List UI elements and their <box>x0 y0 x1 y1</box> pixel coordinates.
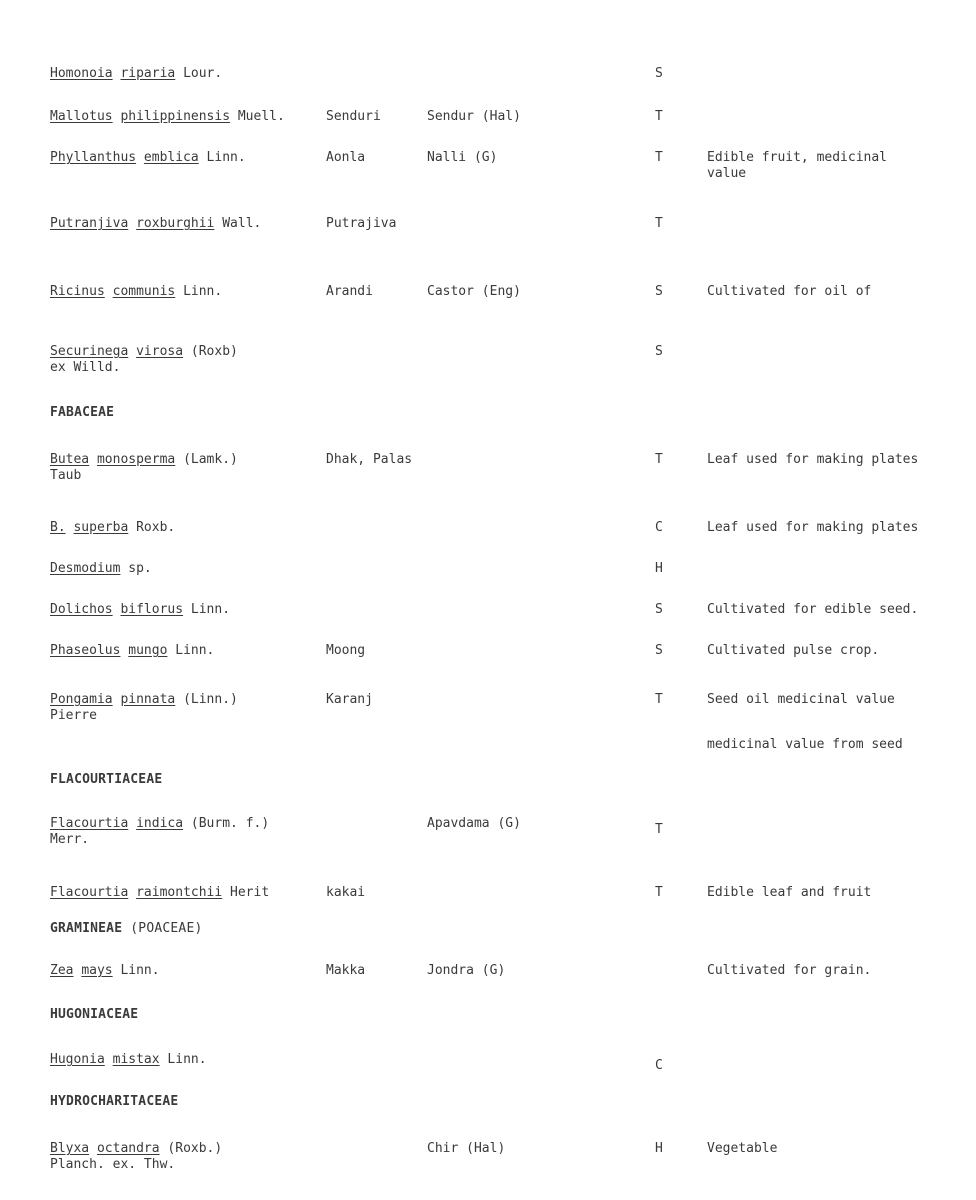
family-heading: HUGONIACEAE <box>50 1007 139 1022</box>
habit: C <box>655 520 663 535</box>
author: Linn. <box>112 963 160 978</box>
botanical-name <box>50 66 320 82</box>
habit: H <box>655 1141 663 1156</box>
habit: T <box>655 216 663 231</box>
local-name: Makka <box>326 963 366 978</box>
habit: S <box>655 602 663 617</box>
botanical-name <box>50 561 320 577</box>
uses: Cultivated pulse crop. <box>707 643 880 658</box>
habit: T <box>655 885 663 900</box>
botanical-name <box>50 1141 320 1173</box>
other-name: Castor (Eng) <box>427 284 521 299</box>
family-alt-name: (POACEAE) <box>122 921 203 936</box>
genus: Phyllanthus <box>50 150 137 165</box>
species-epithet: riparia <box>120 66 176 81</box>
other-name: Chir (Hal) <box>427 1141 506 1156</box>
author: Linn. <box>175 284 223 299</box>
author-continued: Taub <box>50 468 82 483</box>
botanical-name <box>50 216 320 232</box>
other-name: Jondra (G) <box>427 963 506 978</box>
species-epithet: mistax <box>112 1052 160 1067</box>
species-epithet: emblica <box>143 150 199 165</box>
habit: C <box>655 1058 663 1073</box>
genus: Zea <box>50 963 74 978</box>
uses: Cultivated for oil of <box>707 284 872 299</box>
uses: Edible fruit, medicinal value <box>707 150 888 181</box>
author: (Roxb) <box>183 344 238 359</box>
author-continued: Merr. <box>50 832 90 847</box>
habit: S <box>655 344 663 359</box>
other-name: Apavdama (G) <box>427 816 521 831</box>
botanical-name <box>50 602 320 618</box>
genus: Putranjiva <box>50 216 129 231</box>
uses: medicinal value from seed <box>707 737 903 752</box>
habit: T <box>655 822 663 837</box>
genus: Phaseolus <box>50 643 121 658</box>
author: (Linn.) <box>175 692 238 707</box>
habit: T <box>655 150 663 165</box>
local-name: Moong <box>326 643 366 658</box>
species-epithet: mungo <box>128 643 168 658</box>
habit: S <box>655 66 663 81</box>
genus: Mallotus <box>50 109 113 124</box>
species-epithet: octandra <box>96 1141 160 1156</box>
genus: B. <box>50 520 66 535</box>
habit: T <box>655 109 663 124</box>
author: (Burm. f.) <box>183 816 270 831</box>
author: Lour. <box>175 66 223 81</box>
author-continued: ex Willd. <box>50 360 121 375</box>
genus: Blyxa <box>50 1141 90 1156</box>
author: Wall. <box>214 216 262 231</box>
local-name: Arandi <box>326 284 373 299</box>
family-heading: FABACEAE <box>50 405 115 420</box>
uses: Edible leaf and fruit <box>707 885 872 900</box>
local-name: Aonla <box>326 150 366 165</box>
species-epithet: communis <box>112 284 176 299</box>
genus: Butea <box>50 452 90 467</box>
species-epithet: pinnata <box>120 692 176 707</box>
botanical-name <box>50 643 320 659</box>
author-continued: Pierre <box>50 708 97 723</box>
species-epithet: mays <box>81 963 113 978</box>
family-heading: GRAMINEAE (POACEAE) <box>50 921 203 936</box>
other-name: Nalli (G) <box>427 150 498 165</box>
local-name: Senduri <box>326 109 381 124</box>
habit: T <box>655 692 663 707</box>
local-name: kakai <box>326 885 366 900</box>
habit: T <box>655 452 663 467</box>
botanical-name <box>50 692 320 724</box>
species-epithet: roxburghii <box>136 216 215 231</box>
botanical-name <box>50 1052 320 1068</box>
author: (Roxb.) <box>159 1141 223 1156</box>
botanical-name <box>50 885 320 901</box>
habit: S <box>655 643 663 658</box>
species-epithet: biflorus <box>120 602 184 617</box>
genus: Homonoia <box>50 66 113 81</box>
family-heading: FLACOURTIACEAE <box>50 772 163 787</box>
author: Linn. <box>198 150 246 165</box>
family-heading: HYDROCHARITACEAE <box>50 1094 179 1109</box>
genus: Flacourtia <box>50 816 129 831</box>
botanical-name <box>50 816 320 848</box>
other-name: Sendur (Hal) <box>427 109 521 124</box>
author: sp. <box>120 561 152 576</box>
genus: Flacourtia <box>50 885 129 900</box>
botanical-name <box>50 150 320 166</box>
author-continued: Planch. ex. Thw. <box>50 1157 176 1172</box>
species-epithet: virosa <box>136 344 184 359</box>
botanical-name <box>50 520 320 536</box>
botanical-name <box>50 109 320 125</box>
uses: Vegetable <box>707 1141 778 1156</box>
uses: Leaf used for making plates <box>707 520 919 535</box>
habit: H <box>655 561 663 576</box>
local-name: Putrajiva <box>326 216 397 231</box>
botanical-name <box>50 344 320 376</box>
author: Linn. <box>167 643 215 658</box>
uses: Seed oil medicinal value <box>707 692 895 707</box>
local-name: Karanj <box>326 692 373 707</box>
genus: Dolichos <box>50 602 113 617</box>
author: Linn. <box>159 1052 207 1067</box>
author: Linn. <box>183 602 231 617</box>
species-epithet: indica <box>136 816 184 831</box>
species-epithet: raimontchii <box>136 885 223 900</box>
genus: Pongamia <box>50 692 113 707</box>
genus: Desmodium <box>50 561 121 576</box>
uses: Cultivated for grain. <box>707 963 872 978</box>
genus: Ricinus <box>50 284 105 299</box>
uses: Cultivated for edible seed. <box>707 602 919 617</box>
genus: Hugonia <box>50 1052 105 1067</box>
author: (Lamk.) <box>175 452 238 467</box>
author: Muell. <box>230 109 285 124</box>
botanical-name <box>50 452 320 484</box>
species-epithet: monosperma <box>96 452 176 467</box>
author: Roxb. <box>128 520 176 535</box>
species-epithet: superba <box>73 520 129 535</box>
botanical-name <box>50 963 320 979</box>
local-name: Dhak, Palas <box>326 452 413 467</box>
uses: Leaf used for making plates <box>707 452 919 467</box>
habit: S <box>655 284 663 299</box>
botanical-name <box>50 284 320 300</box>
species-epithet: philippinensis <box>120 109 231 124</box>
genus: Securinega <box>50 344 129 359</box>
author: Herit <box>222 885 270 900</box>
